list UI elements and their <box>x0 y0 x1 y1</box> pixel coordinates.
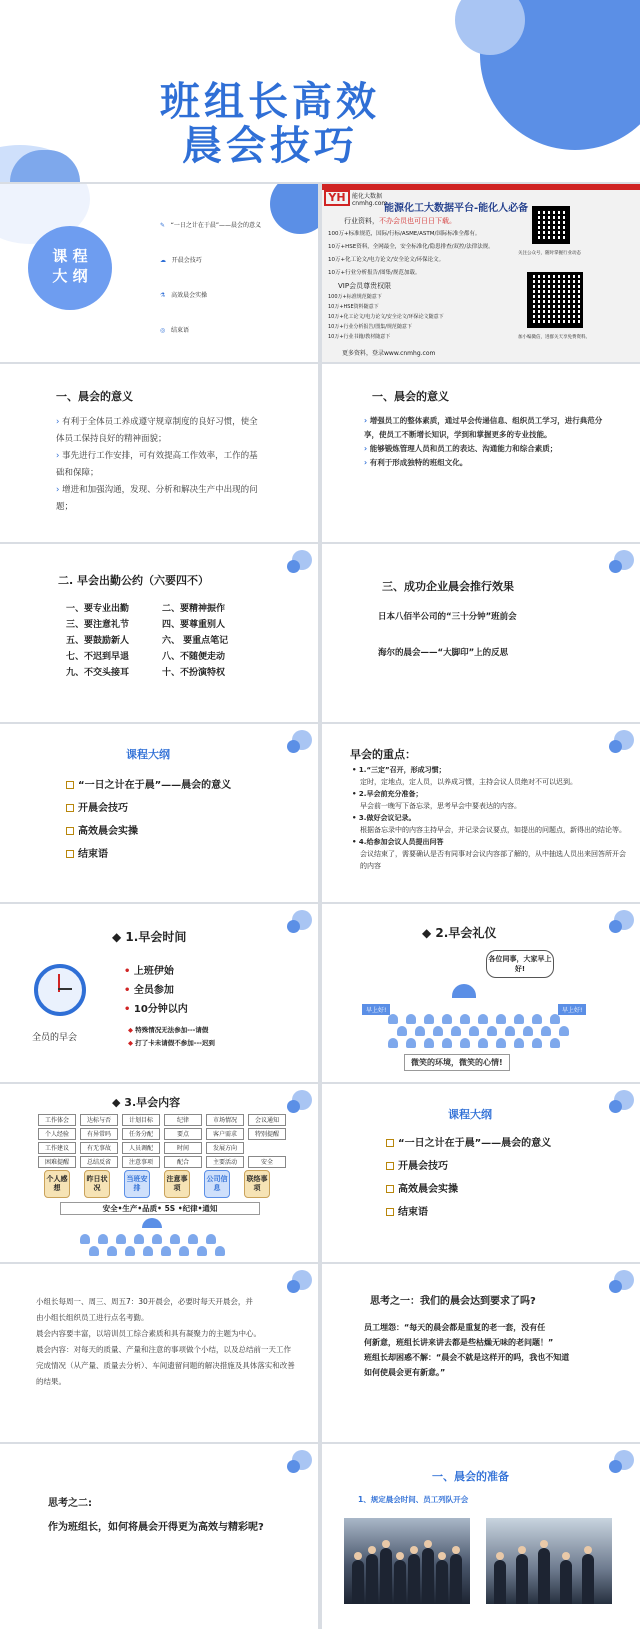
outline-item-label: “一日之计在于晨”——晨会的意义 <box>170 222 261 229</box>
grid-cell: 工作体会 <box>38 1114 76 1126</box>
qr-caption: 关注公众号，随时掌握行业动态 <box>518 251 581 256</box>
outline-item-label: 高效晨会实操 <box>171 292 208 299</box>
vip-line: 10万+行业分析报告/图集/规范随意下 <box>328 324 412 330</box>
person-figure <box>450 1554 462 1604</box>
rule-item: 三、要注意礼节 <box>66 620 130 630</box>
qr-caption: 加小编微信，进群关天享免费资料。 <box>518 335 590 340</box>
point-head: • 1.“三定”召开，形成习惯； <box>352 766 446 774</box>
decor-circle <box>614 730 634 750</box>
audience-member <box>134 1234 144 1244</box>
audience-member <box>188 1234 198 1244</box>
slide-title: 二. 早会出勤公约（六要四不） <box>58 574 210 587</box>
grid-cell: 纪律 <box>164 1114 202 1126</box>
point-detail: 定时，定地点，定人员，以养成习惯，主持会议人员绝对不可以迟到。 <box>360 778 577 786</box>
outline-item-label: 结束语 <box>398 1207 428 1218</box>
grid-cell: 任务分配 <box>122 1128 160 1140</box>
speech-bubble: 各位同事，大家早上好! <box>486 950 554 978</box>
slide-body <box>364 414 604 470</box>
ad-slide <box>322 184 640 362</box>
list-item-text: 能够锻炼管理人员和员工的表达、沟通能力和综合素质； <box>369 444 558 453</box>
audience-member <box>532 1014 542 1024</box>
outline-item-label: 开晨会技巧 <box>171 257 202 264</box>
checkbox-icon <box>386 1162 394 1170</box>
outline-item <box>66 843 231 866</box>
outline-item-label: 结束语 <box>170 327 189 334</box>
outline-item <box>160 243 261 278</box>
outline-badge <box>28 226 112 310</box>
decor-circle <box>292 1090 312 1110</box>
person-figure <box>408 1554 420 1604</box>
ad-top-bar <box>322 184 640 190</box>
content-tag: 注意事项 <box>164 1170 190 1198</box>
content-tag: 个人感想 <box>44 1170 70 1198</box>
ad-line: 100万+标准规范，国际/行标/ASME/ASTM/国际标准全都有。 <box>328 231 481 237</box>
greeting-tag: 早上好! <box>362 1004 390 1015</box>
decor-circle <box>614 550 634 570</box>
content-tag: 公司信息 <box>204 1170 230 1198</box>
reflection-slide <box>0 1444 318 1629</box>
outline-item <box>66 820 231 843</box>
paragraph: 小组长每周一、周三、周五7：30开晨会，必要时每天开晨会，并 <box>36 1297 253 1306</box>
speaker-figure <box>452 984 476 998</box>
outline-list <box>386 1132 551 1224</box>
rule-item: 九、不交头接耳 <box>66 668 130 678</box>
slide-title: 一、晨会的意义 <box>56 390 133 403</box>
slide-body <box>364 1320 574 1380</box>
case-2: 海尔的晨会——“大脚印”上的反思 <box>378 648 509 658</box>
grid-cell: 总结反省 <box>80 1156 118 1168</box>
flask-icon: ⚗ <box>160 292 166 299</box>
checkbox-icon <box>66 781 74 789</box>
list-item: › 有利于形成独特的班组文化。 <box>364 458 468 467</box>
outline-item <box>66 774 231 797</box>
rule-item: 二、要精神振作 <box>162 604 226 614</box>
point-head-text: 3.做好会议记录。 <box>358 814 416 822</box>
meaning-slide <box>0 364 318 542</box>
outline-slide <box>0 724 318 902</box>
list-item-text: 增强员工的整体素质，通过早会传递信息、组织员工学习，进行典范分享，使员工不断增长知识，学到和掌握更多的专业技能。 <box>364 416 603 439</box>
slide-title: 思考之二: <box>48 1498 92 1509</box>
audience-member <box>89 1246 99 1256</box>
slide-title-text: 3.早会内容 <box>124 1096 181 1109</box>
outline-item <box>386 1155 551 1178</box>
decor-circle <box>292 910 312 930</box>
key-points-slide <box>322 724 640 902</box>
ad-line: 10万+HSE资料，全网最全，安全标准化/隐患排查/双控/法律法规。 <box>328 244 494 250</box>
person-figure <box>422 1548 434 1604</box>
clock-hand <box>58 988 72 990</box>
checkbox-icon <box>386 1208 394 1216</box>
badge-line: 课 程 <box>52 247 88 265</box>
attendance-slide <box>0 544 318 722</box>
point-detail: 早会前一晚写下备忘录，思考早会中要表达的内容。 <box>360 802 521 810</box>
person-figure <box>352 1560 364 1604</box>
grid-cell: 主要活动 <box>206 1156 244 1168</box>
rule-item: 五、要鼓励新人 <box>66 636 130 646</box>
note-text: 打了卡未请假不参加---迟到 <box>135 1039 215 1047</box>
audience-member <box>559 1026 569 1036</box>
rule-item: 八、不随便走动 <box>162 652 226 662</box>
audience-member <box>197 1246 207 1256</box>
list-item: › 有利于全体员工养成遵守规章制度的良好习惯，使全体员工保持良好的精神面貌； <box>56 417 258 444</box>
audience-member <box>388 1014 398 1024</box>
ad-line: 10万+行业分析报告/图集/规范加载。 <box>328 270 421 276</box>
outline-slide <box>0 184 318 362</box>
slide-subtitle: 1、规定晨会时间、员工列队开会 <box>358 1495 469 1504</box>
rule-item: 七、不迟到早退 <box>66 652 130 662</box>
content-tag: 昨日状况 <box>84 1170 110 1198</box>
list-item-text: 增进和加强沟通，发现、分析和解决生产中出现的问题； <box>56 485 258 512</box>
audience-member <box>415 1026 425 1036</box>
content-slide <box>0 1084 318 1262</box>
slide-title: 一、晨会的意义 <box>372 390 449 403</box>
list-item-text: 全员参加 <box>133 985 174 996</box>
meaning-slide <box>322 364 640 542</box>
outline-item <box>160 313 261 348</box>
grid-cell: 时间 <box>164 1142 202 1154</box>
brand-site: cnmhg.com <box>352 200 388 207</box>
audience-member <box>487 1026 497 1036</box>
grid-cell: 安全 <box>248 1156 286 1168</box>
decor-circle <box>614 910 634 930</box>
image-caption: 全员的早会 <box>32 1033 78 1043</box>
list-item-text: 10分钟以内 <box>133 1004 188 1015</box>
checkbox-icon <box>66 804 74 812</box>
decor-circle <box>292 1270 312 1290</box>
grid-cell: 个人经验 <box>38 1128 76 1140</box>
decor-circle <box>292 730 312 750</box>
outline-item-label: 高效晨会实操 <box>78 826 138 837</box>
outline-item-label: “一日之计在于晨”——晨会的意义 <box>78 780 232 791</box>
slide-title: 早会的重点： <box>350 748 416 761</box>
decor-circle <box>292 1450 312 1470</box>
paragraph: 何新意，班组长讲来讲去都是些枯燥无味的老问题！” <box>364 1338 554 1347</box>
person-figure <box>394 1560 406 1604</box>
greeting-tag: 早上好! <box>558 1004 586 1015</box>
qr-code <box>527 272 583 328</box>
audience-member <box>179 1246 189 1256</box>
audience-member <box>469 1026 479 1036</box>
paragraph: 晨会内容要丰富，以培训员工综合素质和具有凝聚力的主题为中心。 <box>36 1329 261 1338</box>
point-head: • 3.做好会议记录。 <box>352 814 416 822</box>
slide-title: ◆ 1.早会时间 <box>112 930 187 944</box>
audience-member <box>433 1026 443 1036</box>
outline-item <box>386 1132 551 1155</box>
grid-cell: 工作建议 <box>38 1142 76 1154</box>
vip-line: 10万+行业书籍/教材随意下 <box>328 334 391 340</box>
person-figure <box>560 1560 572 1604</box>
person-figure <box>494 1560 506 1604</box>
grid-cell: 要点 <box>164 1128 202 1140</box>
paragraph: 晨会内容：对每天的质量、产量和注意的事项做个小结，以及总结前一天工作完成情况（从产量、质量去分析）、车间遗留问题的解决措施及具体落实和改善的结果。 <box>36 1345 295 1386</box>
meeting-time-slide <box>0 904 318 1082</box>
audience-member <box>424 1038 434 1048</box>
audience-member <box>406 1014 416 1024</box>
schedule-slide <box>0 1264 318 1442</box>
list-item-text: 上班伊始 <box>133 966 174 977</box>
reflection-slide <box>322 1264 640 1442</box>
audience-member <box>451 1026 461 1036</box>
audience-member <box>442 1014 452 1024</box>
vip-list <box>328 292 513 342</box>
ad-more: 更多资料，登录www.cnmhg.com <box>342 350 436 357</box>
grid-cell: 有异常吗 <box>80 1128 118 1140</box>
audience-member <box>460 1038 470 1048</box>
checkbox-icon <box>386 1139 394 1147</box>
point-head: • 2.早会前充分准备； <box>352 790 423 798</box>
point-head-text: 2.早会前充分准备； <box>358 790 423 798</box>
vip-line: 100万+标准规范随意下 <box>328 294 382 300</box>
brand-name: 能化大数据 <box>352 193 383 200</box>
case-1: 日本八佰半公司的“三十分钟”班前会 <box>378 612 517 622</box>
audience-member <box>460 1014 470 1024</box>
audience-member <box>496 1038 506 1048</box>
audience-member <box>496 1014 506 1024</box>
vip-line: 10万+化工论文/电力论文/安全论文/环保论文随意下 <box>328 314 444 320</box>
checkbox-icon <box>66 850 74 858</box>
point-head-text: 1.“三定”召开，形成习惯； <box>358 766 446 774</box>
grid-cell: 有无事故 <box>80 1142 118 1154</box>
point-head: • 4.给参加会议人员提出问答 <box>352 838 444 846</box>
note-item: ◆ 打了卡未请假不参加---迟到 <box>128 1039 215 1047</box>
list-item: › 事先进行工作安排，可有效提高工作效率，工作的基础和保障； <box>56 451 258 478</box>
paragraph: 员工埋怨：“每天的晨会都是重复的老一套，没有任 <box>364 1323 546 1332</box>
time-list <box>124 962 188 1019</box>
outline-item <box>160 278 261 313</box>
audience-member <box>478 1038 488 1048</box>
bulb-icon: ◎ <box>160 327 166 334</box>
slide-title: 思考之一：我们的晨会达到要求了吗? <box>370 1296 536 1307</box>
badge-line: 大 纲 <box>52 267 88 285</box>
audience-member <box>98 1234 108 1244</box>
slide-title-text: 2.早会礼仪 <box>435 926 497 940</box>
slide-title: ◆ 2.早会礼仪 <box>422 926 497 940</box>
grid-cell: 注意事项 <box>122 1156 160 1168</box>
audience-member <box>523 1026 533 1036</box>
person-figure <box>436 1560 448 1604</box>
audience-member <box>442 1038 452 1048</box>
grid-cell: 困难提醒 <box>38 1156 76 1168</box>
audience-member <box>125 1246 135 1256</box>
grid-cell: 达标与否 <box>80 1114 118 1126</box>
list-item: • 全员参加 <box>124 985 174 996</box>
outline-list <box>160 208 261 348</box>
vip-title: VIP会员尊贵权限 <box>338 282 392 290</box>
decor-circle <box>614 1450 634 1470</box>
decor-circle <box>270 184 318 234</box>
audience-member <box>107 1246 117 1256</box>
rule-item: 四、要尊重别人 <box>162 620 226 630</box>
note-text: 特殊情况无法参加---请假 <box>135 1026 209 1034</box>
effect-slide <box>322 544 640 722</box>
ad-sub-highlight: 不办会员也可日日下载。 <box>379 217 456 225</box>
outline-item <box>160 208 261 243</box>
paragraph: 班组长却困惑不解：“晨会不就是这样开的吗，我也不知道如何使晨会更有新意。” <box>364 1353 570 1377</box>
points-list <box>352 764 632 872</box>
slide-title: 课程大纲 <box>448 1108 492 1121</box>
outline-item <box>66 797 231 820</box>
slide-title: ◆ 3.早会内容 <box>112 1096 181 1109</box>
title-line-2: 晨会技巧 <box>182 123 358 169</box>
grid-cell: 配合 <box>164 1156 202 1168</box>
audience-member <box>505 1026 515 1036</box>
audience-member <box>550 1038 560 1048</box>
ad-title: 能源化工大数据平台-能化人必备 <box>384 203 529 214</box>
slide-title: 课程大纲 <box>126 748 170 761</box>
audience-member <box>116 1234 126 1244</box>
list-item: • 上班伊始 <box>124 966 174 977</box>
cloud-icon: ☁ <box>160 257 166 264</box>
audience-member <box>550 1014 560 1024</box>
person-figure <box>538 1548 550 1604</box>
rule-item: 一、要专业出勤 <box>66 604 130 614</box>
grid-cell: 人员调配 <box>122 1142 160 1154</box>
ad-list <box>328 228 513 280</box>
outline-item-label: 高效晨会实操 <box>398 1184 458 1195</box>
audience-member <box>206 1234 216 1244</box>
outline-item-label: 结束语 <box>78 849 108 860</box>
grid-cell: 会议通知 <box>248 1114 286 1126</box>
clock-icon <box>34 964 86 1016</box>
qr-code <box>532 206 570 244</box>
tools-icon: ✎ <box>160 222 166 229</box>
ad-subtitle <box>344 216 456 226</box>
outline-list <box>66 774 231 866</box>
list-item-text: 有利于全体员工养成遵守规章制度的良好习惯，使全体员工保持良好的精神面貌； <box>56 417 258 444</box>
list-item-text: 有利于形成独特的班组文化。 <box>369 458 468 467</box>
slide-title-text: 1.早会时间 <box>125 930 187 944</box>
outline-item-label: “一日之计在于晨”——晨会的意义 <box>398 1138 552 1149</box>
grid-cell: 市场情况 <box>206 1114 244 1126</box>
paragraph: 由小组长组织员工进行点名考勤。 <box>36 1313 149 1322</box>
audience-member <box>215 1246 225 1256</box>
outline-item <box>386 1178 551 1201</box>
etiquette-slide <box>322 904 640 1082</box>
slide-title: 三、成功企业晨会推行效果 <box>382 580 514 593</box>
decor-circle <box>292 550 312 570</box>
audience-member <box>541 1026 551 1036</box>
point-detail: 会议结束了，需要确认是否有同事对会议内容部了解的，从中抽选人员出来回答所开会的内容 <box>360 850 626 870</box>
ad-sub-text: 行业资料， <box>344 217 379 225</box>
rules-right <box>162 601 228 681</box>
brand-logo: YH <box>324 190 350 206</box>
speaker-figure <box>142 1218 162 1228</box>
list-item: › 能够锻炼管理人员和员工的表达、沟通能力和综合素质； <box>364 444 558 453</box>
audience-member <box>532 1038 542 1048</box>
point-head-text: 4.给参加会议人员提出问答 <box>358 838 444 846</box>
audience-member <box>152 1234 162 1244</box>
list-item: › 增进和加强沟通，发现、分析和解决生产中出现的问题； <box>56 485 258 512</box>
ad-line: 10万+化工论文/电力论文/安全论文/环保论文。 <box>328 257 445 263</box>
list-item: › 增强员工的整体素质，通过早会传递信息、组织员工学习，进行典范分享，使员工不断增长知识，学到和掌握更多的专业技能。 <box>364 416 603 439</box>
slide-body <box>56 414 261 516</box>
summary-bar: 安全•生产•品质• 5S •纪律•通知 <box>60 1202 260 1215</box>
audience-member <box>514 1038 524 1048</box>
list-item-text: 事先进行工作安排，可有效提高工作效率，工作的基础和保障； <box>56 451 258 478</box>
outline-item-label: 开晨会技巧 <box>78 803 128 814</box>
audience-member <box>514 1014 524 1024</box>
person-figure <box>516 1554 528 1604</box>
person-figure <box>366 1554 378 1604</box>
question: 作为班组长，如何将晨会开得更为高效与精彩呢? <box>48 1522 264 1533</box>
audience-member <box>406 1038 416 1048</box>
audience-member <box>161 1246 171 1256</box>
grid-cell: 客户需求 <box>206 1128 244 1140</box>
outline-item <box>386 1201 551 1224</box>
rule-item: 十、不扮演特权 <box>162 668 226 678</box>
person-figure <box>380 1548 392 1604</box>
audience-member <box>80 1234 90 1244</box>
list-item: • 10分钟以内 <box>124 1004 188 1015</box>
audience-member <box>143 1246 153 1256</box>
staff-photo <box>344 1518 470 1604</box>
decor-circle <box>614 1270 634 1290</box>
content-tag: 联络事项 <box>244 1170 270 1198</box>
staff-photo <box>486 1518 612 1604</box>
grid-cell: 计划目标 <box>122 1114 160 1126</box>
note-item: ◆ 特殊情况无法参加---请假 <box>128 1026 209 1034</box>
caption-box: 微笑的环境，微笑的心情! <box>404 1054 510 1071</box>
outline-item-label: 开晨会技巧 <box>398 1161 448 1172</box>
person-figure <box>582 1554 594 1604</box>
slide-body <box>36 1294 296 1390</box>
decor-circle <box>614 1090 634 1110</box>
audience-member <box>170 1234 180 1244</box>
point-detail: 根据备忘录中的内容主持早会，并记录会议要点，如提出的问题点，新得出的结论等。 <box>360 826 626 834</box>
audience-member <box>424 1014 434 1024</box>
title-slide <box>0 0 640 182</box>
slide-title: 一、晨会的准备 <box>432 1470 509 1483</box>
checkbox-icon <box>386 1185 394 1193</box>
rules-left <box>66 601 129 681</box>
audience-member <box>397 1026 407 1036</box>
outline-slide <box>322 1084 640 1262</box>
time-notes <box>128 1024 215 1050</box>
preparation-slide <box>322 1444 640 1629</box>
title-line-1: 班组长高效 <box>160 79 380 125</box>
grid-cell: 特别提醒 <box>248 1128 286 1140</box>
vip-line: 10万+HSE资料随意下 <box>328 304 379 310</box>
audience-member <box>478 1014 488 1024</box>
content-tag: 当班安排 <box>124 1170 150 1198</box>
grid-cell: 发展方向 <box>206 1142 244 1154</box>
checkbox-icon <box>66 827 74 835</box>
rule-item: 六、 要重点笔记 <box>162 636 229 646</box>
audience-member <box>388 1038 398 1048</box>
